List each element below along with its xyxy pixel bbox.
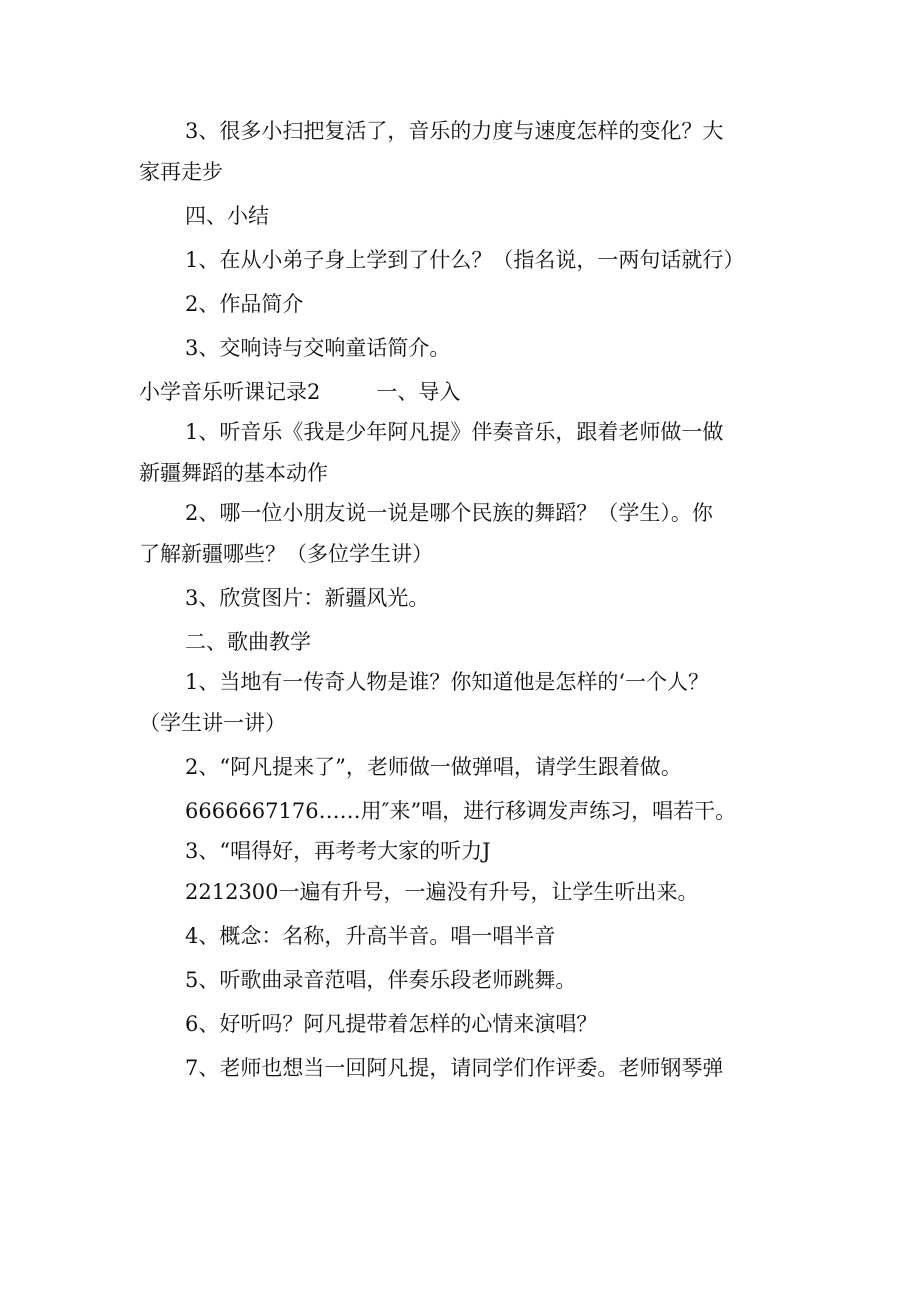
paragraph-line: 新疆舞蹈的基本动作 <box>139 461 328 485</box>
record-title-line <box>139 370 789 414</box>
paragraph-line: 1、在从小弟子身上学到了什么？（指名说，一两句话就行） <box>185 248 745 272</box>
paragraph-line: 5、听歌曲录音范唱，伴奏乐段老师跳舞。 <box>185 968 577 992</box>
paragraph-line: 6666667176……用″来”唱，进行移调发声练习，唱若干。 <box>185 799 737 823</box>
paragraph-line: 2、“阿凡提来了”，老师做一做弹唱，请学生跟着做。 <box>185 755 682 779</box>
section-heading: 二、歌曲教学 <box>185 630 311 654</box>
paragraph-line: （学生讲一讲） <box>139 711 286 735</box>
record-title: 小学音乐听课记录2 <box>139 380 321 404</box>
paragraph-line: 2、哪一位小朋友说一说是哪个民族的舞蹈？（学生）。你 <box>185 501 713 525</box>
document-body <box>139 113 789 1090</box>
paragraph-line: 3、“唱得好，再考考大家的听力J <box>185 839 491 863</box>
paragraph-line: 3、很多小扫把复活了，音乐的力度与速度怎样的变化？大 <box>185 119 724 143</box>
paragraph-line: 了解新疆哪些？（多位学生讲） <box>139 542 433 566</box>
paragraph-line: 2、作品简介 <box>185 292 304 316</box>
paragraph-line: 7、老师也想当一回阿凡提，请同学们作评委。老师钢琴弹 <box>185 1056 724 1080</box>
section-heading: 一、导入 <box>376 380 461 404</box>
paragraph-line: 1、听音乐《我是少年阿凡提》伴奏音乐，跟着老师做一做 <box>185 420 724 444</box>
paragraph-line: 2212300一遍有升号，一遍没有升号，让学生听出来。 <box>185 880 699 904</box>
paragraph-line: 4、概念：名称，升高半音。唱一唱半音 <box>185 924 556 948</box>
paragraph-line: 6、好听吗？阿凡提带着怎样的心情来演唱？ <box>185 1012 598 1036</box>
paragraph-line: 3、交响诗与交响童话简介。 <box>185 336 451 360</box>
paragraph-line: 3、欣赏图片：新疆风光。 <box>185 586 430 610</box>
section-heading: 四、小结 <box>185 204 269 228</box>
paragraph-line: 1、当地有一传奇人物是谁？你知道他是怎样的‘一个人？ <box>185 670 710 694</box>
paragraph-line: 家再走步 <box>139 160 223 184</box>
